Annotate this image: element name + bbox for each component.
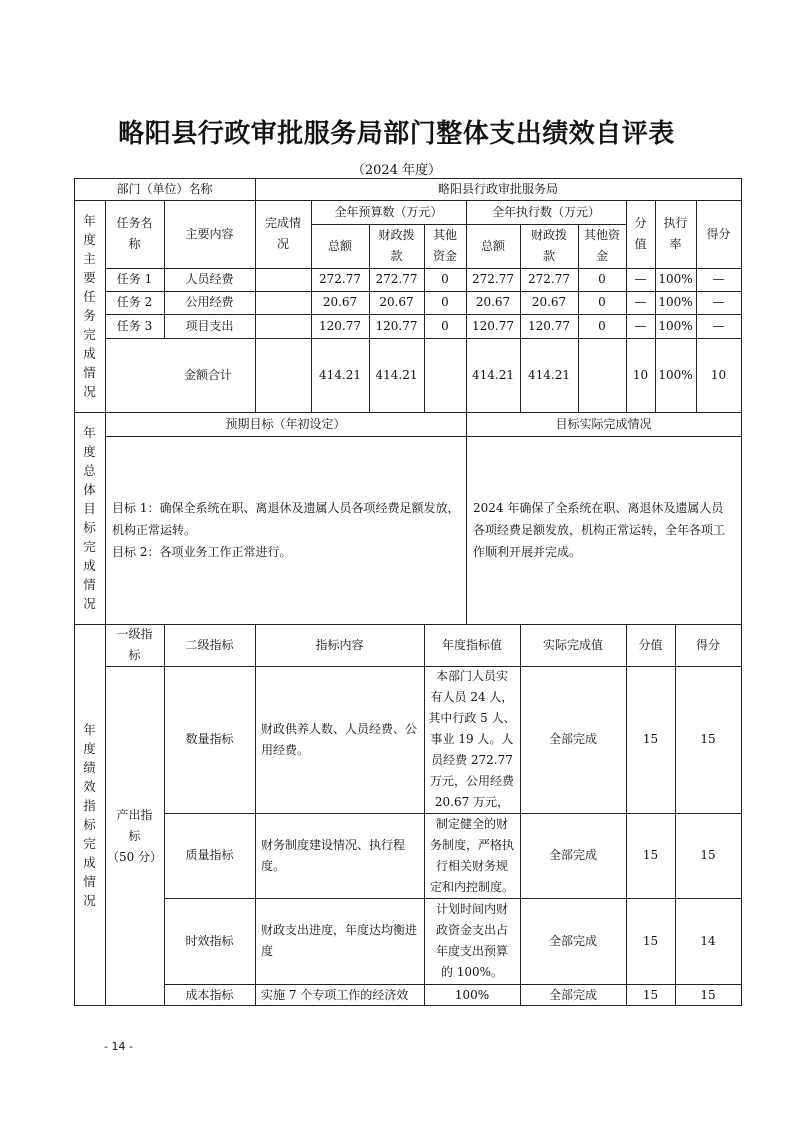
- task-content: 项目支出: [185, 318, 234, 333]
- exec-rate: 100%: [658, 318, 693, 333]
- annual-target: 计划时间内财 政资金支出占 年度支出预算 的 100%。: [435, 902, 508, 979]
- actual-goal-text: 2024 年确保了全系统在职、离退休及遗属人员各项经费足额发放，机构正常运转，全年各项工作顺利开展并完成。: [473, 501, 726, 559]
- total-label: 金额合计: [183, 367, 232, 382]
- annual-target: 100%: [454, 987, 490, 1002]
- total-budget-total: 414.21: [319, 367, 361, 382]
- perf-score: 15: [700, 732, 716, 746]
- header-budget-fiscal: 财政拨 款: [378, 228, 415, 263]
- budget-other: 0: [441, 318, 449, 333]
- exec-other: 0: [598, 318, 606, 333]
- annual-target: 本部门人员实 有人员 24 人， 其中行政 5 人、 事业 19 人。人 员经费 272.77 万元，公用经费 20.67 万元，: [428, 669, 516, 809]
- annual-target: 制定健全的财 务制度，严格执 行相关财务规 定和内控制度。: [429, 816, 514, 894]
- perf-value: 15: [642, 987, 659, 1002]
- page-number: - 14 -: [104, 1040, 133, 1053]
- score-value: —: [634, 318, 647, 333]
- perf-value: 15: [642, 732, 659, 746]
- budget-other: 0: [441, 295, 449, 309]
- actual-value: 全部完成: [548, 933, 597, 948]
- expected-goal-header: 预期目标（年初设定）: [225, 416, 346, 431]
- expected-goal-text: 目标 1：确保全系统在职、离退休及遗属人员各项经费足额发放，机构正常运转。 目标 2：各项业务工作正常进行。: [112, 501, 460, 559]
- indicator-content: 财务制度建设情况、执行程度。: [261, 837, 406, 873]
- actual-value: 全部完成: [548, 848, 597, 862]
- header-exec-fiscal: 财政拨 款: [530, 228, 567, 263]
- task-name: 任务 2: [116, 295, 153, 309]
- task-name: 任务 1: [116, 272, 153, 286]
- header-perf-score: 得分: [695, 637, 720, 652]
- output-indicator-label: 产出指 标 （50 分）: [106, 807, 163, 864]
- header-exec-group: 全年执行数（万元）: [491, 204, 600, 219]
- dept-label: 部门（单位）名称: [116, 181, 213, 196]
- perf-value: 15: [642, 848, 659, 862]
- actual-value: 全部完成: [548, 732, 597, 746]
- task-content: 公用经费: [185, 295, 234, 309]
- budget-total: 120.77: [319, 318, 361, 333]
- goals-section-label: 年 度 总 体 目 标 完 成 情 况: [83, 425, 96, 611]
- task-content: 人员经费: [185, 272, 234, 286]
- score-value: —: [634, 295, 647, 309]
- actual-value: 全部完成: [548, 987, 597, 1002]
- task-name: 任务 3: [116, 318, 153, 333]
- header-level1: 一级指 标: [116, 627, 153, 662]
- budget-total: 20.67: [322, 295, 358, 309]
- budget-other: 0: [441, 272, 449, 286]
- level2-indicator: 成本指标: [185, 987, 234, 1002]
- exec-rate: 100%: [658, 272, 693, 286]
- score-value: —: [634, 272, 647, 286]
- header-level2: 二级指标: [185, 637, 234, 652]
- header-score-value: 分 值: [634, 216, 647, 251]
- header-task-name: 任务名 称: [116, 216, 153, 251]
- total-exec-fiscal: 414.21: [528, 367, 570, 382]
- level2-indicator: 质量指标: [185, 848, 234, 862]
- total-score-value: 10: [632, 367, 649, 382]
- level2-indicator: 时效指标: [185, 933, 234, 948]
- header-perf-value: 分值: [638, 637, 663, 652]
- header-budget-group: 全年预算数（万元）: [334, 204, 443, 219]
- header-indicator-content: 指标内容: [315, 637, 364, 652]
- header-score: 得分: [706, 226, 731, 241]
- header-completion: 完成情 况: [264, 216, 301, 251]
- header-exec-other: 其他资 金: [583, 228, 620, 263]
- task-status: [255, 314, 311, 338]
- exec-other: 0: [598, 272, 606, 286]
- score: —: [712, 318, 725, 333]
- perf-score: 14: [700, 933, 716, 948]
- header-exec-total: 总额: [480, 238, 505, 253]
- perf-value: 15: [642, 933, 659, 948]
- page-title: 略阳县行政审批服务局部门整体支出绩效自评表: [118, 119, 675, 149]
- task-status: [255, 268, 311, 291]
- level2-indicator: 数量指标: [185, 732, 234, 746]
- exec-fiscal: 20.67: [531, 295, 567, 309]
- perf-score: 15: [700, 987, 716, 1002]
- actual-goal-header: 目标实际完成情况: [555, 416, 652, 431]
- exec-total: 120.77: [472, 318, 514, 333]
- exec-total: 272.77: [472, 272, 514, 286]
- exec-fiscal: 272.77: [528, 272, 570, 286]
- header-actual-value: 实际完成值: [542, 637, 603, 652]
- indicator-content: 财政供养人数、人员经费、公用经费。: [261, 721, 418, 757]
- tasks-section-label: 年 度 主 要 任 务 完 成 情 况: [83, 213, 96, 399]
- budget-fiscal: 20.67: [379, 295, 414, 309]
- exec-fiscal: 120.77: [528, 318, 570, 333]
- exec-rate: 100%: [658, 295, 693, 309]
- budget-fiscal: 272.77: [375, 272, 418, 286]
- exec-total: 20.67: [475, 295, 511, 309]
- score: —: [712, 295, 725, 309]
- score: —: [712, 272, 725, 286]
- header-exec-rate: 执行 率: [663, 216, 688, 251]
- budget-total: 272.77: [319, 272, 361, 286]
- budget-fiscal: 120.77: [375, 318, 418, 333]
- header-annual-target: 年度指标值: [441, 637, 502, 652]
- indicator-content: 实施 7 个专项工作的经济效: [261, 987, 409, 1002]
- total-exec-total: 414.21: [472, 367, 514, 382]
- dept-value: 略阳县行政审批服务局: [437, 181, 558, 196]
- total-exec-rate: 100%: [658, 367, 693, 382]
- header-main-content: 主要内容: [185, 226, 234, 241]
- task-status: [255, 291, 311, 314]
- report-year: （2024 年度）: [351, 163, 442, 178]
- perf-section-label: 年 度 绩 效 指 标 完 成 情 况: [83, 722, 96, 908]
- total-budget-fiscal: 414.21: [375, 367, 418, 382]
- header-budget-other: 其他 资金: [432, 228, 457, 263]
- indicator-content: 财政支出进度，年度达均衡进度: [261, 923, 418, 958]
- exec-other: 0: [598, 295, 606, 309]
- perf-score: 15: [700, 848, 716, 862]
- total-score: 10: [710, 367, 727, 382]
- header-budget-total: 总额: [327, 238, 352, 253]
